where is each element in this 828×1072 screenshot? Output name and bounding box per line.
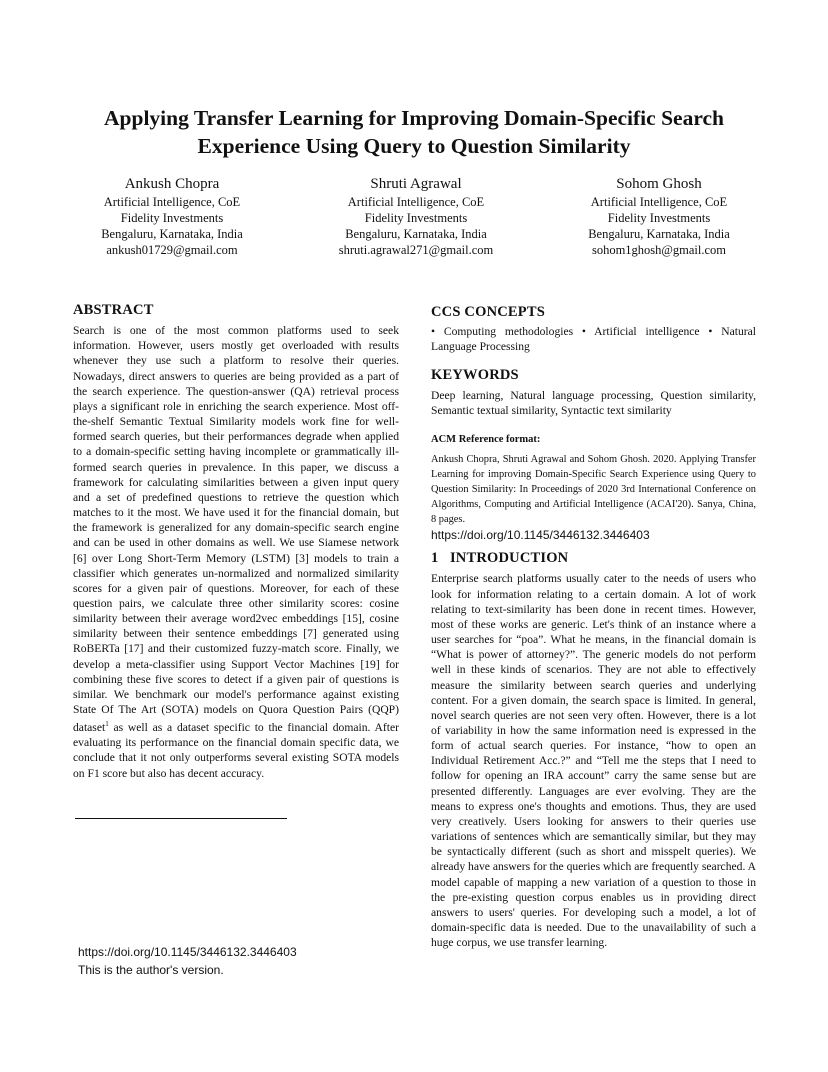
abstract-heading: ABSTRACT bbox=[73, 302, 154, 318]
abstract-body: Search is one of the most common platforms used to seek information. However, users mostly get overloaded with results whenever they use such a platform to resolve their queries. Nowadays, direct answers to queries are being provided as a part of the search experience. The question-answer (QA) retrieval process plays a significant role in enriching the search experience. Most off-the-shelf Semantic Textual Similarity models work fine for well-formed search queries, but their performances degrade when applied to a domain-specific setting having incomplete or grammatically ill-formed search queries in prevalence. In this paper, we discuss a framework for calculating similarities between a given input query and a set of predefined questions to retrieve the question which matches to it the most. We have used it for the financial domain, but the framework is generalized for any domain-specific search engine and can be used in other domains as well. We use Siamese network [6] over Long Short-Term Memory (LSTM) [3] models to train a classifier which generates un-normalized and normalized similarity scores for a given pair of questions. Moreover, for each of these question pairs, we calculate three other similarity scores: cosine similarity between their average word2vec embeddings [15], cosine similarity between their sentence embeddings [7] generated using RoBERTa [17] and their customized fuzzy-match score. Finally, we develop a meta-classifier using Support Vector Machines [19] for combining these five scores to detect if a given pair of questions is similar. We benchmark our model's performance against existing State Of The Art (SOTA) models on Quora Question Pairs (QQP) dataset bbox=[73, 324, 399, 735]
footer-block bbox=[78, 943, 297, 979]
author-dept: Artificial Intelligence, CoE bbox=[103, 195, 241, 209]
author-name: Ankush Chopra bbox=[124, 176, 220, 192]
section-title: INTRODUCTION bbox=[449, 550, 569, 567]
paper-title: Applying Transfer Learning for Improving Domain-Specific Search Experience Using Query to Question Similarity bbox=[104, 106, 724, 158]
abstract-section bbox=[73, 303, 399, 781]
footer-version-note: This is the author's version. bbox=[78, 963, 224, 977]
author-email: ankush01729@gmail.com bbox=[106, 243, 238, 257]
author-email: sohom1ghosh@gmail.com bbox=[591, 243, 727, 257]
author-name: Sohom Ghosh bbox=[616, 176, 702, 192]
author-block-1 bbox=[72, 174, 272, 258]
acm-ref-heading: ACM Reference format: bbox=[431, 433, 541, 445]
author-org: Fidelity Investments bbox=[120, 211, 224, 225]
author-dept: Artificial Intelligence, CoE bbox=[590, 195, 728, 209]
acm-ref-doi-link[interactable]: https://doi.org/10.1145/3446132.3446403 bbox=[431, 528, 650, 543]
author-block-2 bbox=[316, 174, 516, 258]
acm-ref-text: Ankush Chopra, Shruti Agrawal and Sohom Ghosh. 2020. Applying Transfer Learning for improving Domain-Specific Search Experience using Query to Question Similarity: In Proceedings of 2020 3rd International Conference on Algorithms, Computing and Artificial Intelligence (ACAI'20). Sanya, China, 8 pages. bbox=[431, 454, 756, 526]
keywords-text: Deep learning, Natural language processing, Question similarity, Semantic textual similarity, Syntactic text similarity bbox=[431, 388, 756, 417]
abstract-body-end: as well as a dataset specific to the financial domain. After evaluating its performance on the financial domain specific data, we conclude that it not only outperforms several existing SOTA models on F1 score but also has decent accuracy. bbox=[73, 721, 399, 780]
intro-heading bbox=[431, 551, 756, 566]
abstract-text bbox=[73, 323, 399, 781]
author-org: Fidelity Investments bbox=[607, 211, 711, 225]
footnote-rule bbox=[75, 818, 287, 819]
author-location: Bengaluru, Karnataka, India bbox=[101, 227, 243, 241]
author-location: Bengaluru, Karnataka, India bbox=[588, 227, 730, 241]
author-org: Fidelity Investments bbox=[364, 211, 468, 225]
section-number: 1 bbox=[431, 550, 439, 567]
footer-doi-link[interactable]: https://doi.org/10.1145/3446132.3446403 bbox=[78, 945, 297, 959]
ccs-heading: CCS CONCEPTS bbox=[431, 304, 545, 320]
author-location: Bengaluru, Karnataka, India bbox=[345, 227, 487, 241]
author-block-3 bbox=[559, 174, 759, 258]
right-column bbox=[431, 305, 756, 950]
footnote-mark: 1 bbox=[105, 720, 109, 729]
ccs-text: • Computing methodologies • Artificial intelligence • Natural Language Processing bbox=[431, 325, 756, 354]
intro-text: Enterprise search platforms usually cater to the needs of users who look for information relating to a certain domain. A lot of work relating to text-similarity has been done in recent times. However, most of these works are generic. Let's think of an instance where a user searches for “poa”. What he means, in the financial domain is “What is power of attorney?”. The generic models do not perform well in these kinds of scenarios. They are not able to effectively measure the similarity between search queries and underlying content. For a given domain, the search space is limited. In general, novel search queries are not seen very often. However, there is a lot of variability in how the same information need is expressed in the form of actual search queries. For instance, “how to open an Individual Retirement Acc.?” and “Tell me the steps that I need to follow for opening an IRA account” carry the same sense but are presented differently. Languages are ever evolving. They are the means to express one's thoughts and emotions. Thus, they are used very creatively. Users looking for answers to their queries use variations of sentences which are semantically similar, but they may be syntactically different (such as short and misspelt queries). We already have answers for the queries which are frequently searched. A model capable of mapping a new variation of a question to those in the pre-existing question corpus enables us in providing direct answers to users' queries. For developing such a model, a lot of domain-specific data is needed. Due to the unavailability of such a huge corpus, we use transfer learning. bbox=[431, 572, 756, 950]
author-dept: Artificial Intelligence, CoE bbox=[347, 195, 485, 209]
author-email: shruti.agrawal271@gmail.com bbox=[338, 243, 494, 257]
author-name: Shruti Agrawal bbox=[370, 176, 462, 192]
keywords-heading: KEYWORDS bbox=[431, 367, 519, 384]
